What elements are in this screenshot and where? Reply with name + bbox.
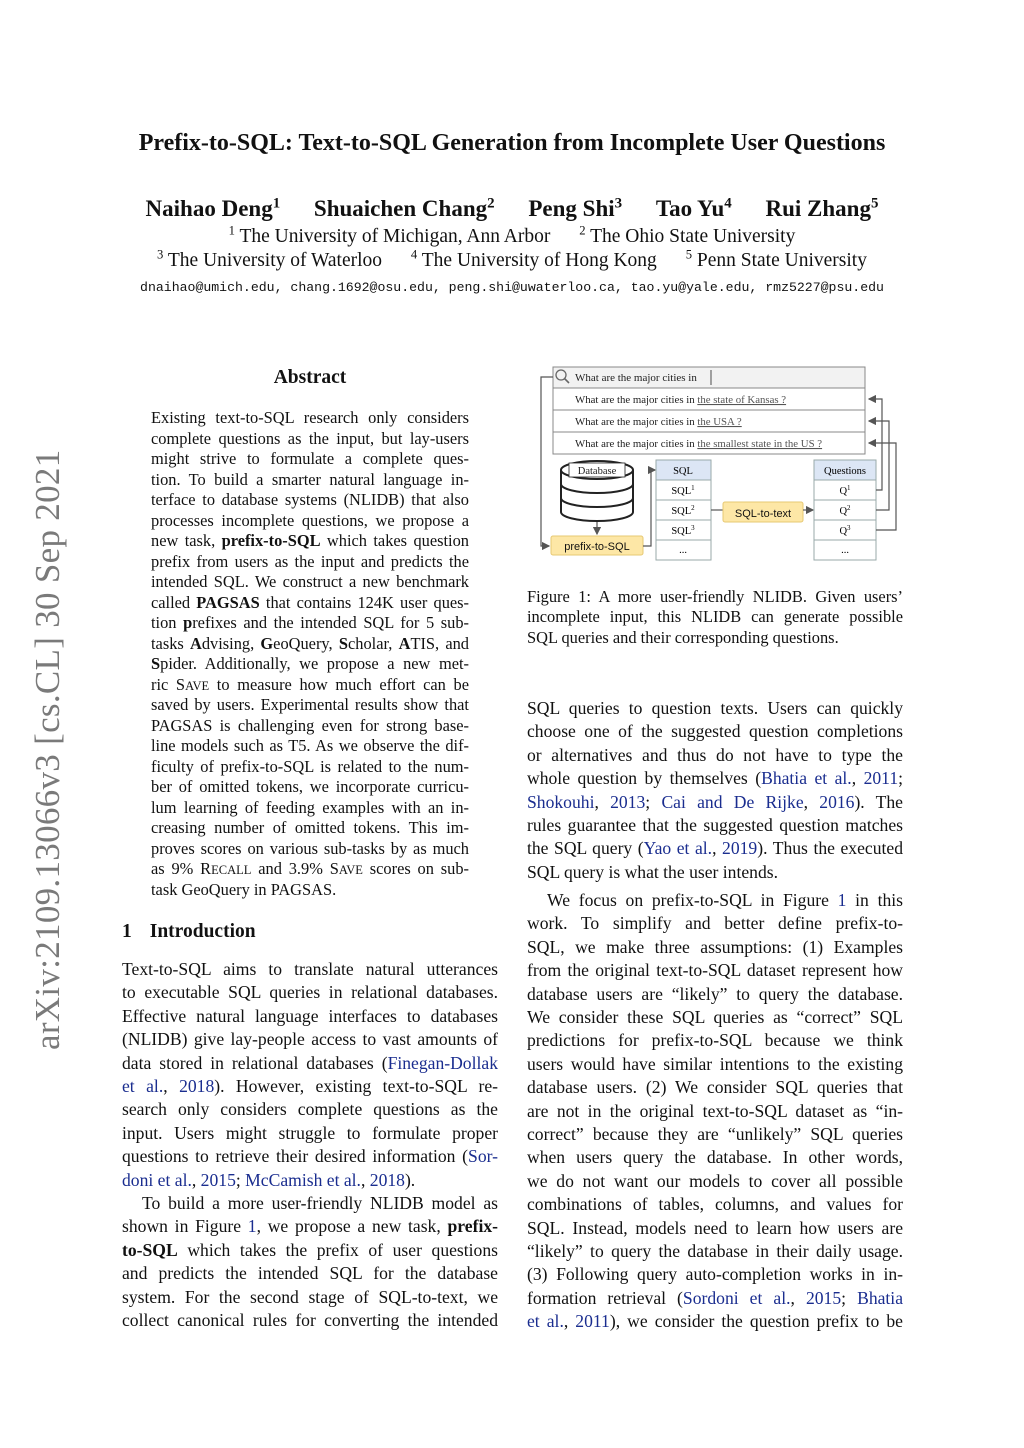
affiliation: $^2$ The Ohio State University — [579, 223, 796, 247]
citation-link[interactable]: 2015 — [200, 1169, 236, 1190]
body-line: SQL. Instead, models need to learn how users are — [527, 1217, 903, 1238]
body-line: correct” because they are “unlikely” SQL queries — [527, 1124, 903, 1144]
caption-line: SQL queries and their corresponding questions. — [527, 627, 839, 647]
citation-link[interactable]: Cai and De Rijke — [661, 791, 804, 812]
body-line: SQL queries to question texts. Users can quickly — [527, 698, 903, 718]
abstract-line: ric SAVE to measure how much effort can be — [151, 674, 469, 694]
body-line: rules guarantee that the suggested question matches — [527, 815, 903, 835]
body-line: Text-to-SQL aims to translate natural utterances — [122, 959, 498, 979]
abstract-line: processes incomplete questions, we propose a — [151, 510, 469, 530]
author-list — [0, 196, 1024, 222]
body-line: the SQL query (Yao et al., 2019). Thus the executed — [527, 838, 903, 859]
body-line: Shokouhi, 2013; Cai and De Rijke, 2016). The — [527, 791, 903, 812]
svg-text:SQL2: SQL$^2$ — [671, 504, 695, 517]
citation-link[interactable]: 2016 — [819, 791, 855, 812]
search-query-text: What are the major cities in — [575, 372, 697, 384]
section-heading-introduction: 1 Introduction — [122, 921, 256, 942]
citation-link[interactable]: et al. — [527, 1311, 564, 1332]
abstract-line: intended SQL. We construct a new benchmark — [151, 572, 469, 591]
abstract-line: line models such as T5. As we observe the dif- — [151, 736, 469, 755]
paper-title: Prefix-to-SQL: Text-to-SQL Generation from Incomplete User Questions — [138, 130, 886, 156]
citation-link[interactable]: Sor- — [468, 1146, 498, 1167]
citation-link[interactable]: Bhatia et al. — [761, 768, 852, 789]
abstract-line: Spider. Additionally, we propose a new met- — [151, 654, 469, 673]
svg-text:What are the major cities in t: What are the major cities in the state of Kansas ? — [575, 394, 787, 406]
body-line: whole question by themselves (Bhatia et al., 2011; — [527, 768, 904, 789]
abstract-line: ficulty of prefix-to-SQL is related to the num- — [151, 756, 469, 776]
citation-link[interactable]: McCamish et al. — [245, 1169, 361, 1190]
citation-link[interactable]: Sordoni et al. — [682, 1287, 791, 1308]
body-line: “likely” to query the database in their daily usage. — [527, 1241, 903, 1261]
arxiv-identifier: arXiv:2109.13066v3 [cs.CL] 30 Sep 2021 — [28, 449, 67, 1050]
caption-line: Figure 1: A more user-friendly NLIDB. Given users’ — [527, 587, 903, 606]
caption-line: incomplete input, this NLIDB can generate possible — [527, 607, 903, 627]
abstract-line: creasing number of omitted tokens. This im- — [151, 818, 469, 837]
figure-nlidb-diagram — [527, 362, 912, 562]
body-line: et al., 2018). However, existing text-to-SQL re- — [122, 1076, 498, 1096]
body-line: SQL query is what the user intends. — [527, 861, 778, 882]
body-line: data stored in relational databases (Finegan-Dollak — [122, 1052, 498, 1073]
citation-link[interactable]: 2018 — [369, 1169, 405, 1190]
body-line: to executable SQL queries in relational databases. — [122, 982, 498, 1003]
svg-text:Q1: $Q^1$ — [839, 484, 851, 497]
svg-text:SQL1: SQL$^1$ — [671, 484, 695, 497]
abstract-line: saved by users. Experimental results show that — [151, 695, 469, 714]
affiliation: $^1$ The University of Michigan, Ann Arbor — [228, 223, 551, 247]
svg-text:...: ... — [841, 545, 849, 556]
abstract-line: prefix from users as the input and predicts the — [151, 551, 469, 571]
body-line: input. Users might struggle to formulate proper — [122, 1122, 498, 1143]
body-line: when users query the database. In other words, — [527, 1147, 903, 1168]
citation-link[interactable]: et al. — [122, 1076, 164, 1096]
citation-link[interactable]: 2018 — [179, 1076, 215, 1096]
svg-text:...: ... — [679, 545, 687, 556]
citation-link[interactable]: 2019 — [722, 838, 758, 859]
abstract-line: terface to database systems (NLIDB) that also — [151, 490, 469, 509]
abstract-line: proves scores on various sub-tasks by as much — [151, 838, 469, 858]
abstract-line: lum learning of feeding examples with an in- — [151, 797, 469, 817]
body-line: shown in Figure 1, we propose a new task, prefix- — [122, 1216, 498, 1237]
figure-link[interactable]: 1 — [247, 1216, 257, 1237]
affiliations-line-2 — [0, 247, 1024, 272]
abstract-heading: Abstract — [273, 367, 347, 388]
abstract-line: new task, prefix-to-SQL which takes question — [151, 531, 469, 550]
body-line: predictions for prefix-to-SQL because we think — [527, 1030, 903, 1051]
author: Rui Zhang$^5$ — [765, 195, 879, 221]
citation-link[interactable]: Shokouhi — [527, 791, 595, 812]
body-line: users would have similar intentions to the existing — [527, 1053, 903, 1074]
svg-text:Q2: $Q^2$ — [839, 504, 851, 517]
svg-text:Q3: $Q^3$ — [839, 524, 851, 537]
abstract-line: Existing text-to-SQL research only considers — [151, 408, 469, 427]
body-line: search only considers complete questions as the — [122, 1099, 498, 1120]
svg-text:What are the major cities in t: What are the major cities in the USA ? — [575, 416, 742, 428]
affiliations-line-1 — [0, 223, 1024, 248]
abstract-line: complete questions as the input, but lay-users — [151, 428, 469, 448]
body-line: formation retrieval (Sordoni et al., 2015; Bhatia — [527, 1287, 904, 1308]
affiliation: $^5$ Penn State University — [685, 247, 867, 271]
body-line: we do not want our models to cover all possible — [527, 1170, 903, 1191]
body-line: To build a more user-friendly NLIDB model as — [142, 1193, 498, 1213]
abstract-line: tion. To build a smarter natural language in- — [151, 469, 469, 489]
sql-to-text-label: SQL-to-text — [734, 508, 792, 520]
citation-link[interactable]: 2011 — [575, 1311, 610, 1332]
database-label: Database — [577, 466, 617, 477]
body-line: to-SQL which takes the prefix of user questions — [122, 1239, 498, 1260]
body-line: collect canonical rules for converting the intended — [122, 1310, 498, 1330]
body-line: We focus on prefix-to-SQL in Figure 1 in this — [547, 890, 903, 910]
author-emails: dnaihao@umich.edu, chang.1692@osu.edu, peng.shi@uwaterloo.ca, tao.yu@yale.edu, rmz5227@psu.edu — [140, 280, 884, 295]
body-line: questions to retrieve their desired information (Sor- — [122, 1146, 498, 1167]
citation-link[interactable]: 2015 — [805, 1287, 842, 1308]
body-line: database users are “likely” to query the database. — [527, 983, 903, 1004]
abstract-line: called PAGSAS that contains 124K user ques- — [151, 592, 469, 612]
body-line: system. For the second stage of SQL-to-text, we — [122, 1286, 498, 1307]
svg-text:SQL: SQL — [673, 466, 693, 477]
body-line: We consider these SQL queries as “correct” SQL — [527, 1007, 903, 1027]
abstract-line: tion prefixes and the intended SQL for 5 sub- — [151, 613, 469, 632]
author: Peng Shi$^3$ — [528, 195, 623, 221]
body-line: work. To simplify and better define prefix-to- — [527, 913, 903, 934]
sql-table — [656, 460, 711, 560]
citation-link[interactable]: Yao et al. — [643, 838, 713, 859]
body-line: from the original text-to-SQL dataset represent how — [527, 960, 903, 981]
abstract-line: as 9% RECALL and 3.9% SAVE scores on sub- — [151, 859, 470, 878]
affiliation: $^4$ The University of Hong Kong — [410, 247, 657, 271]
body-line: are not in the original text-to-SQL dataset as “in- — [527, 1100, 903, 1121]
questions-table — [814, 460, 876, 560]
abstract-line: ber of omitted tokens, we incorporate curricu- — [151, 777, 469, 796]
suggestion-list — [553, 388, 865, 454]
author: Shuaichen Chang$^2$ — [313, 195, 495, 221]
svg-text:What are the major cities in t: What are the major cities in the smallest state in the US ? — [575, 438, 823, 450]
body-line: doni et al., 2015; McCamish et al., 2018). — [122, 1169, 416, 1190]
author: Tao Yu$^4$ — [655, 195, 732, 221]
citation-link[interactable]: doni et al. — [122, 1169, 192, 1190]
body-line: SQL, we make three assumptions: (1) Examples — [527, 936, 903, 957]
body-line: or alternatives and thus do not have to type the — [527, 744, 903, 765]
body-line: database users. (2) We consider SQL queries that — [527, 1077, 903, 1098]
citation-link[interactable]: 2011 — [863, 768, 899, 789]
svg-text:SQL3: SQL$^3$ — [671, 524, 695, 537]
body-line: Effective natural language interfaces to databases — [122, 1005, 498, 1026]
abstract-line: task GeoQuery in PAGSAS. — [151, 879, 337, 899]
body-line: et al., 2011), we consider the question prefix to be — [527, 1311, 903, 1332]
abstract-line: PAGSAS is challenging even for strong base- — [151, 715, 469, 735]
affiliation: $^3$ The University of Waterloo — [157, 247, 383, 271]
body-line: choose one of the suggested question completions — [527, 721, 903, 742]
citation-link[interactable]: 2013 — [610, 791, 646, 812]
body-line: and predicts the intended SQL for the database — [122, 1263, 498, 1284]
author: Naihao Deng$^1$ — [145, 195, 281, 221]
prefix-to-sql-label: prefix-to-SQL — [564, 541, 630, 553]
citation-link[interactable]: Bhatia — [857, 1287, 904, 1308]
svg-text:Questions: Questions — [824, 466, 866, 477]
abstract-line: tasks Advising, GeoQuery, Scholar, ATIS, and — [151, 633, 469, 653]
body-line: (NLIDB) give lay-people access to vast amounts of — [122, 1029, 498, 1050]
body-line: (3) Following query auto-completion works in in- — [527, 1264, 903, 1285]
body-line: combinations of tables, columns, and values for — [527, 1194, 903, 1215]
citation-link[interactable]: Finegan-Dollak — [387, 1052, 498, 1073]
abstract-line: might strive to formulate a complete ques- — [151, 449, 469, 468]
figure-link[interactable]: 1 — [837, 890, 847, 910]
